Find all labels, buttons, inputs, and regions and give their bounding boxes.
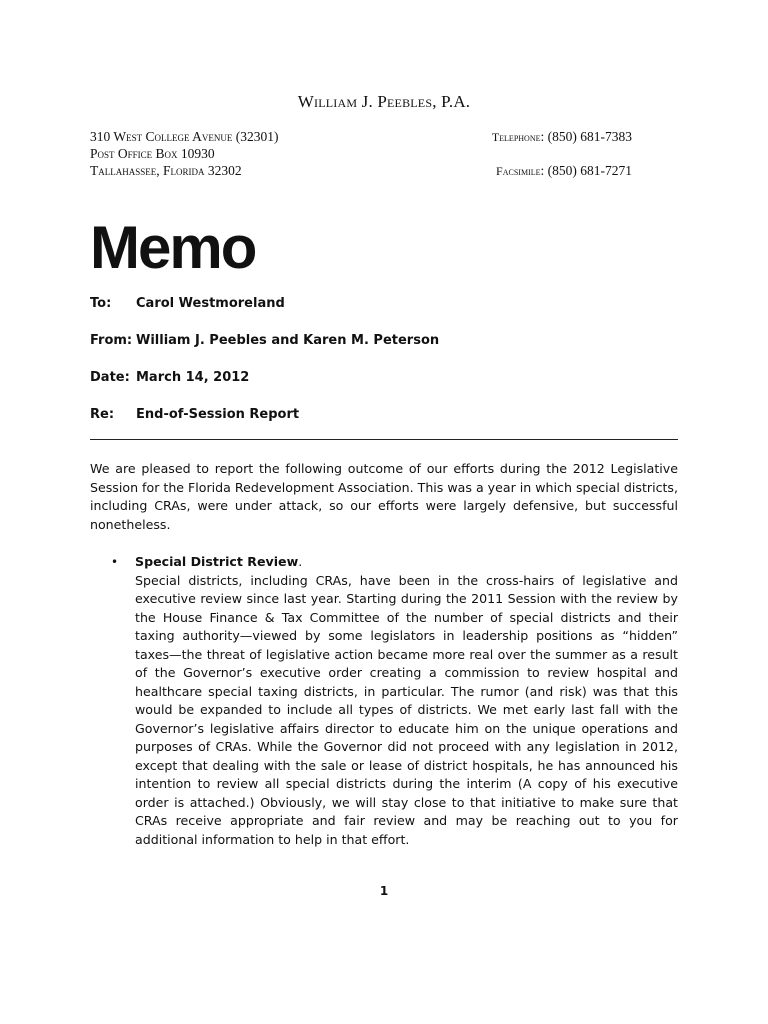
from-row [90, 333, 439, 370]
facsimile-value: : (850) 681-7271 [540, 163, 632, 178]
from-label: From: [90, 333, 133, 348]
telephone-label: Telephone [491, 130, 541, 144]
bullet-icon: • [111, 555, 119, 569]
date-label: Date: [90, 370, 130, 385]
firm-name: William J. Peebles, P.A. [297, 92, 471, 111]
facsimile-label: Facsimile [496, 164, 541, 178]
re-value: End-of-Session Report [136, 407, 300, 422]
from-value: William J. Peebles and Karen M. Peterson [136, 333, 440, 348]
memo-header-fields [90, 296, 439, 444]
address-line-city: Tallahassee, Florida 32302 [90, 163, 242, 178]
address-line-po-box: Post Office Box 10930 [90, 146, 215, 161]
to-row [90, 296, 439, 333]
telephone-line [492, 128, 632, 145]
date-value: March 14, 2012 [136, 370, 250, 385]
header-divider [90, 439, 678, 440]
intro-paragraph: We are pleased to report the following outcome of our efforts during the 2012 Legislative Session for the Florida Redevelopment Association. This was a year in which special districts, including CRAs, were under attack, so our efforts were largely defensive, but successful nonetheless. [90, 461, 678, 532]
bullet-paragraph: Special districts, including CRAs, have been in the cross-hairs of legislative and executive review since last year. Starting during the 2011 Session with the review by the House Finance & Tax Committee of the number of special districts and their taxing authority—viewed by some legislators in leadership positions as “hidden” taxes—the threat of legislative action became more real over the summer as a result of the Governor’s executive order creating a commission to review hospital and healthcare special taxing districts, in particular. The rumor (and risk) was that this would be expanded to include all types of districts. We met early last fall with the Governor’s legislative affairs director to educate him on the unique operations and purposes of CRAs. While the Governor did not proceed with any legislation in 2012, except that dealing with the sale or lease of district hospitals, he has announced his intention to review all special districts during the interim (A copy of his executive order is attached.) Obviously, we will stay close to that initiative to make sure that CRAs receive appropriate and fair review and may be reaching out to you for additional information to help in that effort. [135, 572, 678, 847]
facsimile-line [492, 162, 632, 180]
bullet-body [135, 553, 678, 849]
firm-address [90, 128, 278, 179]
to-value: Carol Westmoreland [136, 296, 285, 311]
to-label: To: [90, 296, 112, 311]
date-row [90, 370, 439, 407]
page-number: 1 [379, 884, 389, 898]
address-line-street: 310 West College Avenue (32301) [90, 129, 279, 144]
bullet-heading-period: . [298, 554, 303, 569]
bullet-heading [135, 553, 678, 572]
bullet-heading-text: Special District Review [135, 554, 299, 569]
telephone-value: : (850) 681-7383 [540, 129, 632, 144]
re-label: Re: [90, 407, 115, 422]
firm-contact [492, 128, 632, 180]
bullet-special-district-review [90, 553, 678, 849]
memo-title: Memo [90, 214, 256, 281]
